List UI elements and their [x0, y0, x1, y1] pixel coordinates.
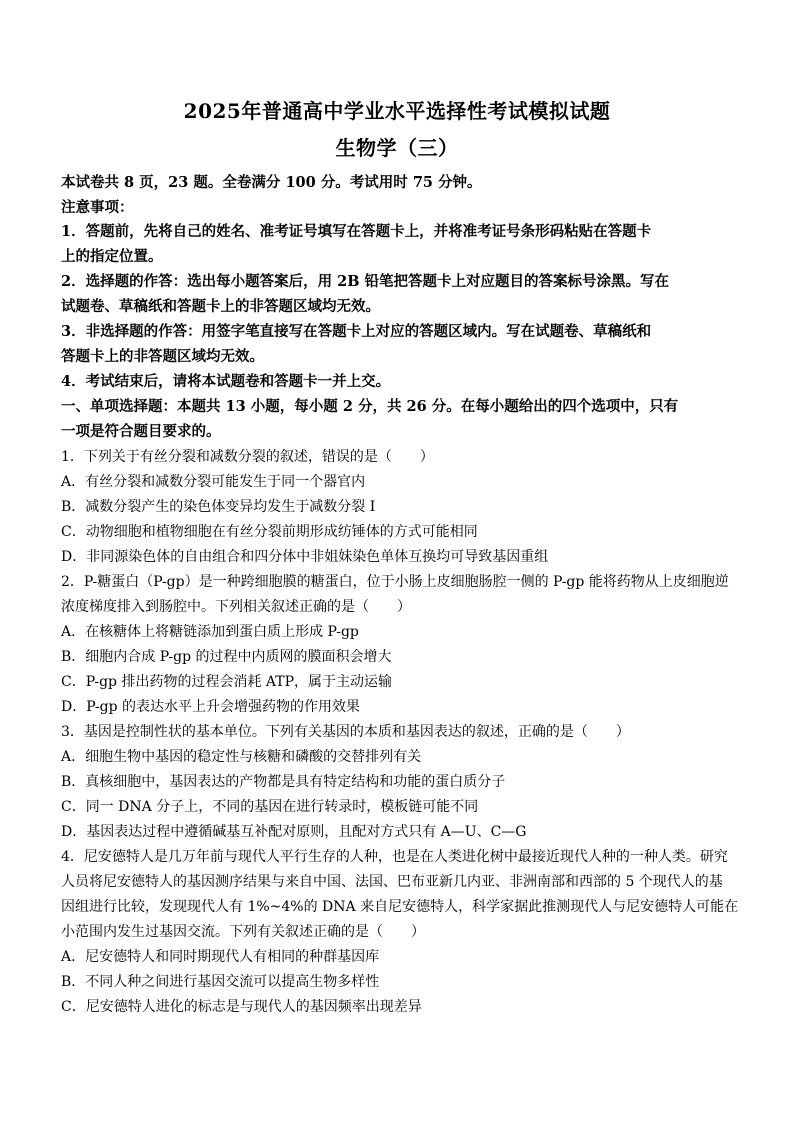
question-1-option-c: C．动物细胞和植物细胞在有丝分裂前期形成纺锤体的方式可能相同 — [61, 524, 478, 540]
notice-label: 注意事项： — [61, 199, 134, 216]
question-4-stem-line-2: 人员将尼安德特人的基因测序结果与来自中国、法国、巴布亚新几内亚、非洲南部和西部的 5 个现代人的基 — [61, 874, 723, 890]
notice-item-2-line-1: 2．选择题的作答：选出每小题答案后，用 2B 铅笔把答题卡上对应题目的答案标号涂黑。写在 — [61, 273, 670, 290]
section-1-heading-line-1: 一、单项选择题：本题共 13 小题，每小题 2 分，共 26 分。在每小题给出的四个选项中，只有 — [61, 398, 679, 415]
question-3-stem: 3．基因是控制性状的基本单位。下列有关基因的本质和基因表达的叙述，正确的是（ ） — [61, 724, 630, 740]
question-1-option-a: A．有丝分裂和减数分裂可能发生于同一个器官内 — [61, 474, 366, 490]
notice-item-1-line-2: 上的指定位置。 — [61, 248, 163, 265]
question-3-option-d: D．基因表达过程中遵循碱基互补配对原则，且配对方式只有 A—U、C—G — [61, 824, 527, 840]
notice-item-3-line-2: 答题卡上的非答题区域均无效。 — [61, 348, 264, 365]
section-1-heading-line-2: 一项是符合题目要求的。 — [61, 423, 221, 440]
exam-main-title: 2025年普通高中学业水平选择性考试模拟试题 — [183, 99, 611, 123]
notice-item-4: 4．考试结束后，请将本试题卷和答题卡一并上交。 — [61, 373, 391, 390]
question-4-option-c: C．尼安德特人进化的标志是与现代人的基因频率出现差异 — [61, 999, 422, 1015]
question-4-option-a: A．尼安德特人和同时期现代人有相同的种群基因库 — [61, 949, 380, 965]
question-4-option-b: B．不同人种之间进行基因交流可以提高生物多样性 — [61, 974, 380, 990]
exam-intro: 本试卷共 8 页，23 题。全卷满分 100 分。考试用时 75 分钟。 — [61, 174, 482, 191]
notice-item-3-line-1: 3．非选择题的作答：用签字笔直接写在答题卡上对应的答题区域内。写在试题卷、草稿纸和 — [61, 323, 652, 340]
question-4-stem-line-4: 小范围内发生过基因交流。下列有关叙述正确的是（ ） — [61, 924, 425, 940]
question-3-option-c: C．同一 DNA 分子上，不同的基因在进行转录时，模板链可能不同 — [61, 799, 479, 815]
question-4-stem-line-1: 4．尼安德特人是几万年前与现代人平行生存的人种，也是在人类进化树中最接近现代人种的一种人类。研究 — [61, 849, 728, 865]
question-1-option-d: D．非同源染色体的自由组合和四分体中非姐妹染色单体互换均可导致基因重组 — [61, 549, 549, 565]
question-1-option-b: B．减数分裂产生的染色体变异均发生于减数分裂 I — [61, 499, 376, 515]
notice-item-2-line-2: 试题卷、草稿纸和答题卡上的非答题区域均无效。 — [61, 298, 380, 315]
question-3-option-a: A．细胞生物中基因的稳定性与核糖和磷酸的交替排列有关 — [61, 749, 422, 765]
question-2-stem-line-1: 2．P-糖蛋白（P-gp）是一种跨细胞膜的糖蛋白，位于小肠上皮细胞肠腔一侧的 P-gp 能将药物从上皮细胞逆 — [61, 574, 729, 590]
question-2-option-c: C．P-gp 排出药物的过程会消耗 ATP，属于主动运输 — [61, 674, 393, 690]
question-2-option-b: B．细胞内合成 P-gp 的过程中内质网的膜面积会增大 — [61, 649, 392, 665]
question-1-stem: 1．下列关于有丝分裂和减数分裂的叙述，错误的是（ ） — [61, 449, 434, 465]
subject-title: 生物学（三） — [335, 136, 459, 160]
question-3-option-b: B．真核细胞中，基因表达的产物都是具有特定结构和功能的蛋白质分子 — [61, 774, 506, 790]
question-4-stem-line-3: 因组进行比较，发现现代人有 1%~4%的 DNA 来自尼安德特人，科学家据此推测现代人与尼安德特人可能在 — [61, 899, 739, 915]
notice-item-1-line-1: 1．答题前，先将自己的姓名、准考证号填写在答题卡上，并将准考证号条形码粘贴在答题卡 — [61, 223, 652, 240]
question-2-option-a: A．在核糖体上将糖链添加到蛋白质上形成 P-gp — [61, 624, 359, 640]
question-2-option-d: D．P-gp 的表达水平上升会增强药物的作用效果 — [61, 699, 360, 715]
question-2-stem-line-2: 浓度梯度排入到肠腔中。下列相关叙述正确的是（ ） — [61, 599, 411, 615]
